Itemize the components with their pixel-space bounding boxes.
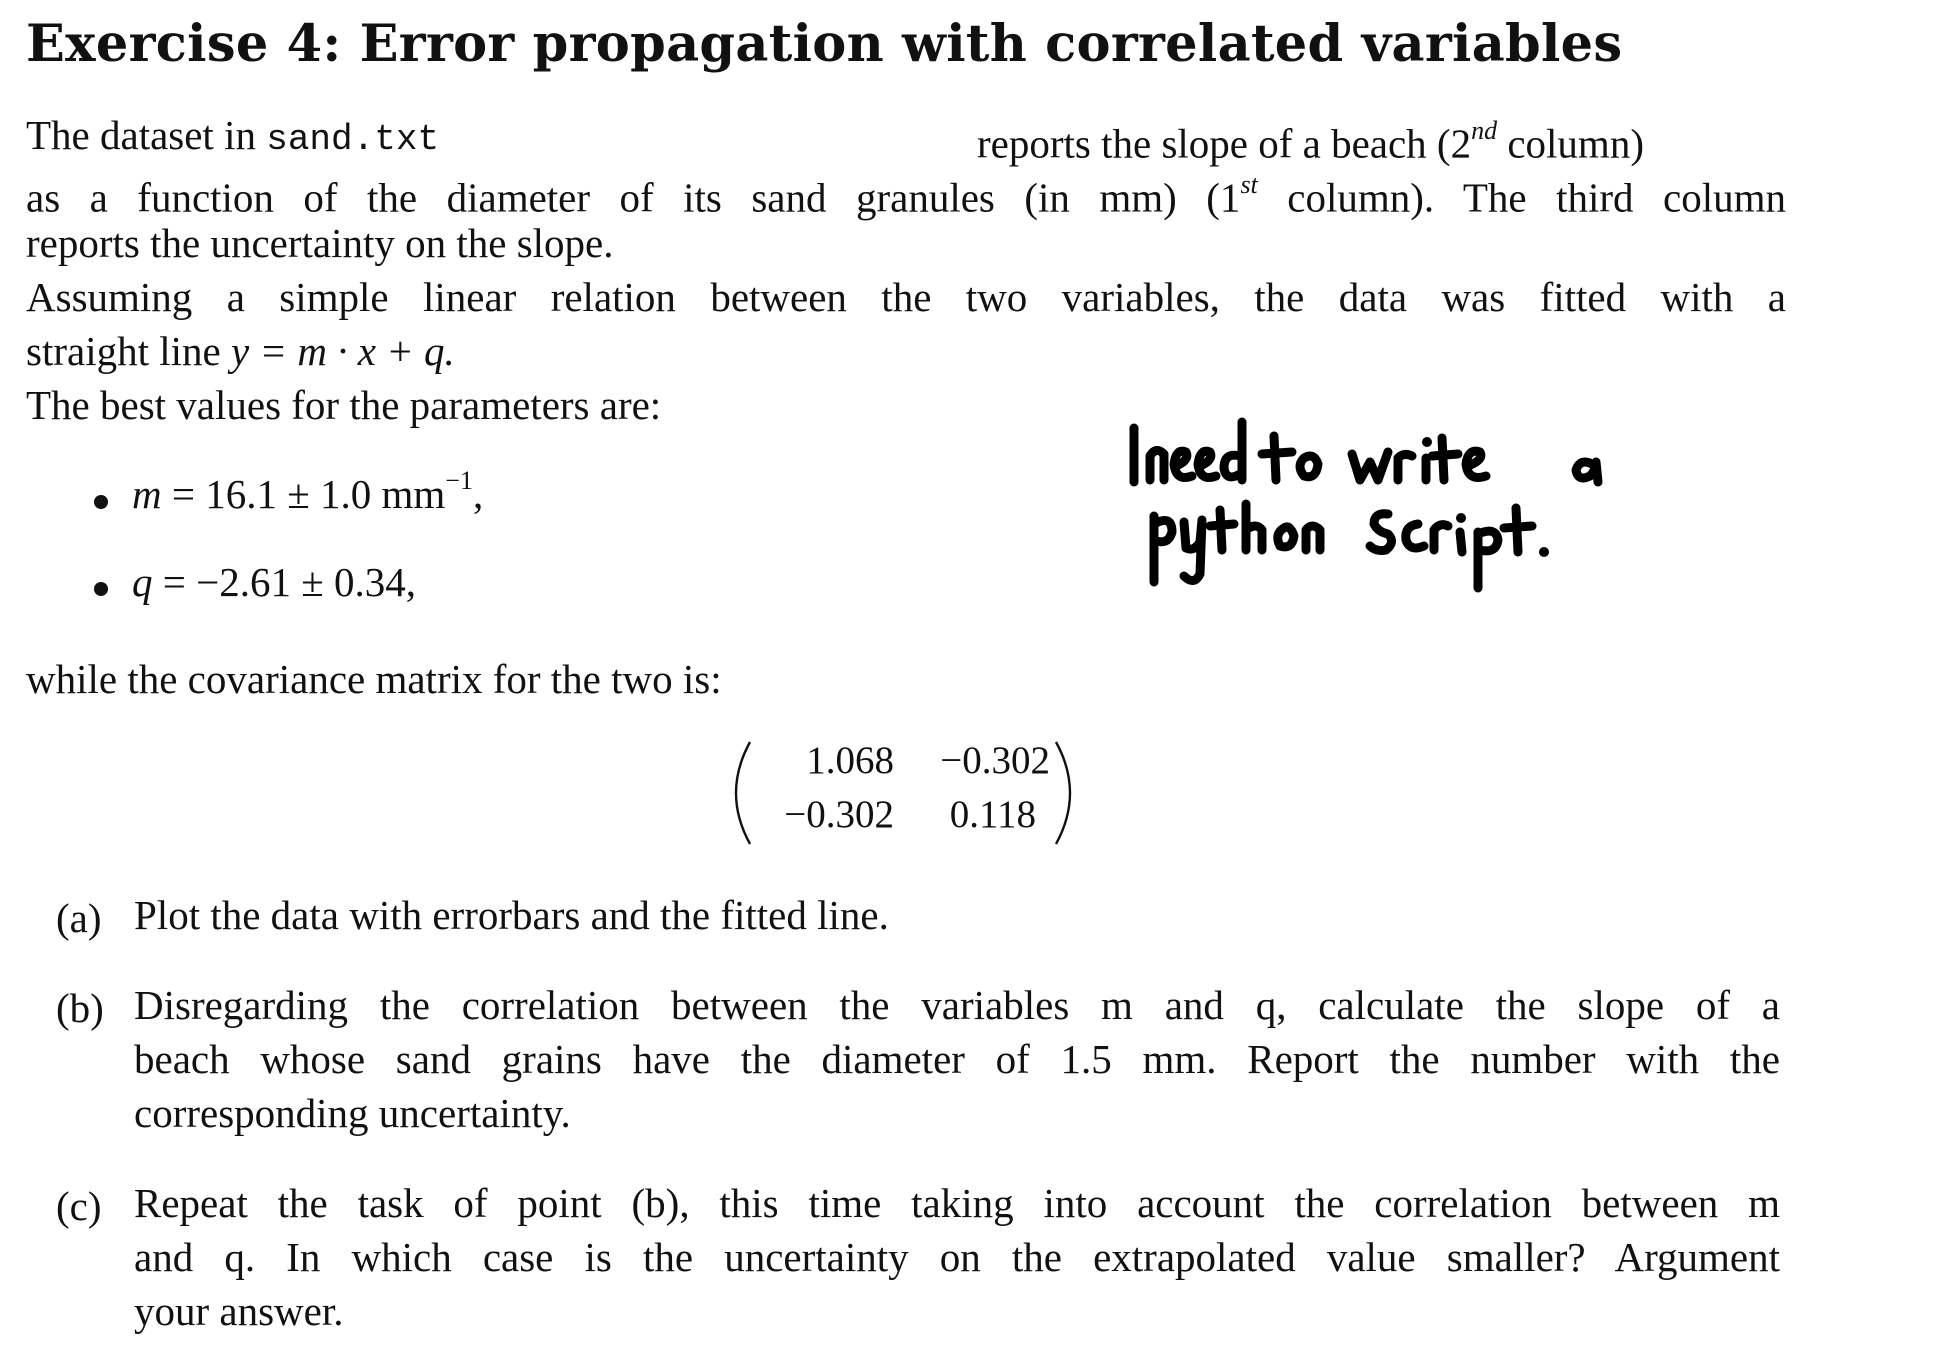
intro-text: reports the slope of a beach (2 bbox=[977, 120, 1472, 167]
covariance-intro: while the covariance matrix for the two is: bbox=[26, 656, 722, 702]
task-a-text: Plot the data with errorbars and the fitted line. bbox=[134, 892, 889, 938]
matrix-cell: 1.068 bbox=[806, 739, 894, 782]
task-label-b: (b) bbox=[56, 985, 104, 1031]
parameter-m: m = 16.1 ± 1.0 $mm^{-1}$, bbox=[132, 466, 484, 517]
bullet-dot bbox=[94, 495, 108, 509]
matrix-cell: −0.302 bbox=[940, 739, 1050, 782]
superscript: nd bbox=[1471, 116, 1498, 145]
bullet-dot bbox=[94, 582, 108, 596]
matrix-cell: −0.302 bbox=[784, 793, 894, 836]
covariance-matrix bbox=[728, 738, 1078, 848]
intro-line-4: Assuming a simple linear relation between the two variables, the data was fitted with a bbox=[26, 274, 1786, 320]
intro-text: The dataset in bbox=[26, 112, 267, 158]
intro-line-6: The best values for the parameters are: bbox=[26, 382, 662, 428]
intro-line-1-start bbox=[26, 108, 439, 167]
intro-line-3: reports the uncertainty on the slope. bbox=[26, 220, 614, 266]
intro-text: column) bbox=[1497, 120, 1644, 167]
task-b-text: Disregarding the correlation between the variables m and q, calculate the slope of a beach whose sand grains have the diameter of 1.5 mm. Report the number with the corresponding uncertainty. bbox=[134, 982, 1780, 1136]
superscript: st bbox=[1240, 170, 1258, 199]
matrix-cell: 0.118 bbox=[949, 793, 1036, 836]
intro-line-5: straight line y = m · x + q. bbox=[26, 328, 455, 374]
exercise-title: Exercise 4: Error propagation with correlated variables bbox=[26, 14, 1623, 74]
filename: sand.txt bbox=[266, 119, 440, 160]
task-label-c: (c) bbox=[56, 1183, 102, 1229]
handwritten-note-drawing bbox=[1120, 400, 1740, 610]
task-c-text: Repeat the task of point (b), this time taking into account the correlation between m and q. In which case is the uncertainty on the extrapolated value smaller? Argument your answer. bbox=[134, 1180, 1780, 1334]
intro-line-2: as a function of the diameter of its sand granules (in mm) (1st column). The third column bbox=[26, 170, 1786, 221]
parameter-q: q = −2.61 ± 0.34, bbox=[132, 559, 416, 605]
handwritten-note bbox=[1120, 400, 1740, 614]
task-label-a: (a) bbox=[56, 895, 102, 941]
line-equation: y = m · x + q. bbox=[230, 328, 455, 374]
